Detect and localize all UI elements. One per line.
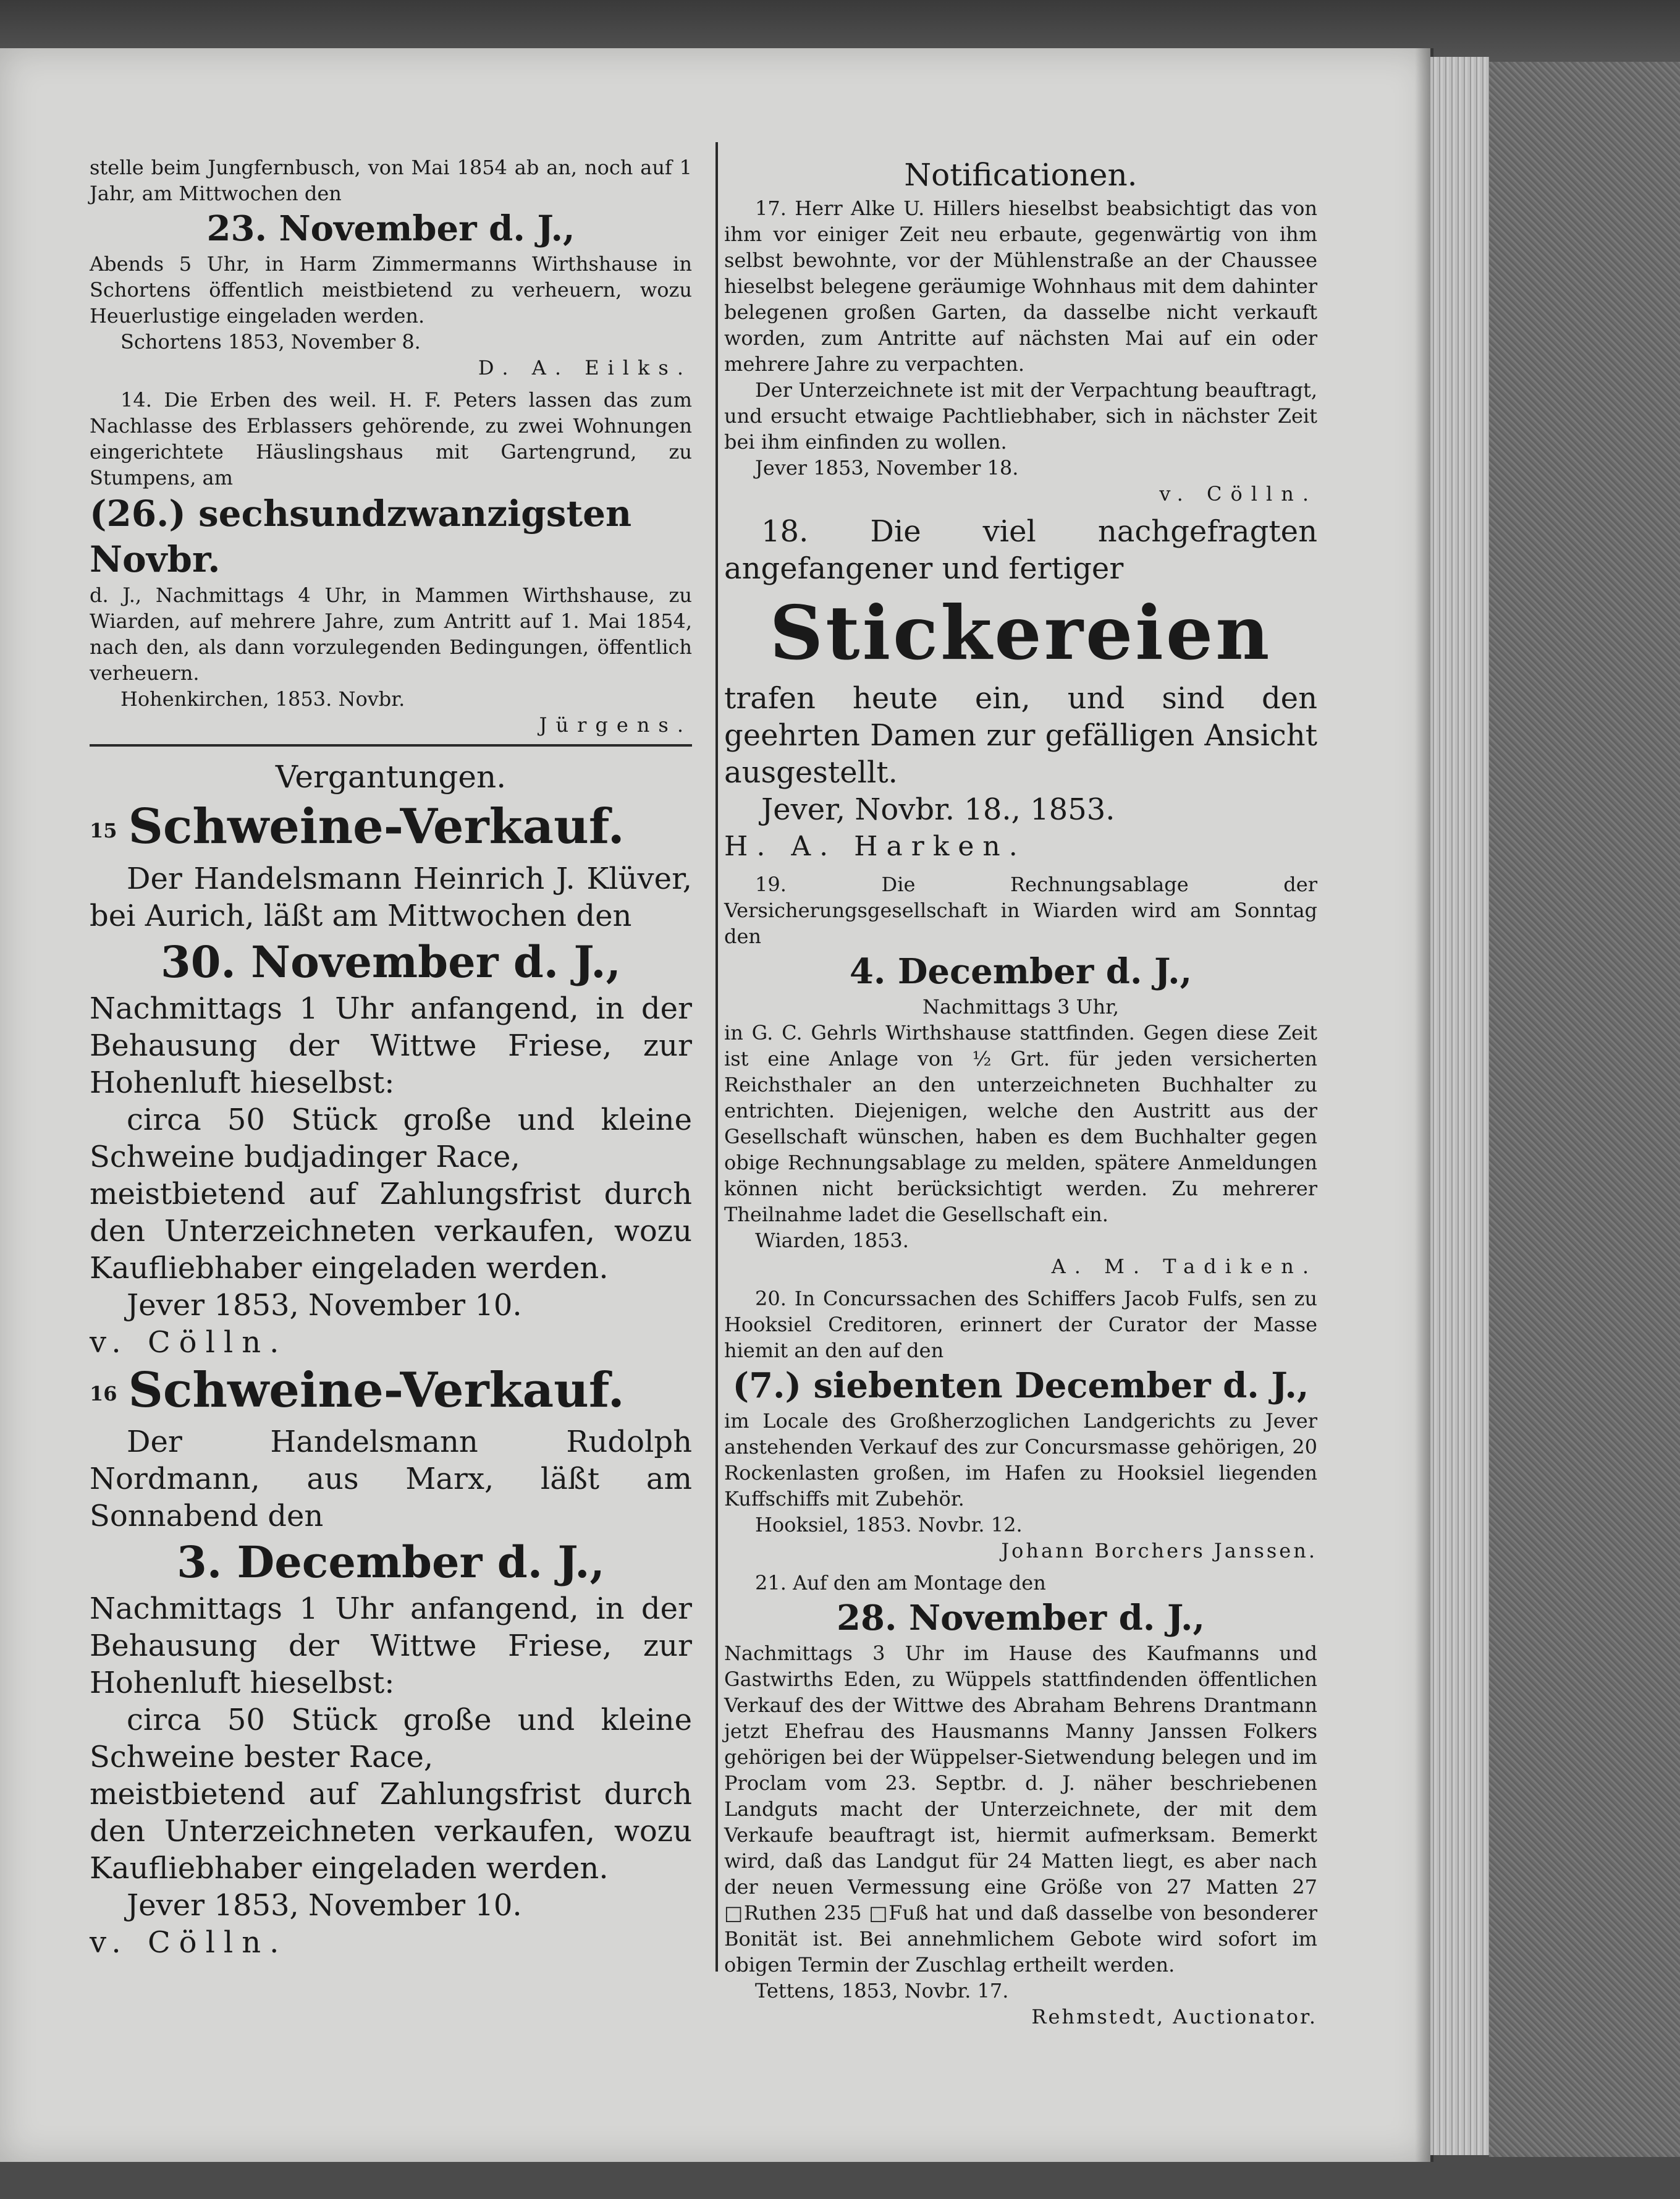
- notice-18-signature: H. A. Harken.: [724, 831, 1026, 862]
- notice-20-text: 20. In Concurssachen des Schiffers Jacob Fulfs, sen zu Hooksiel Creditoren, erinnert der Curator der Masse hiemit an den auf den: [724, 1287, 1317, 1362]
- notice-14-body: d. J., Nachmittags 4 Uhr, in Mammen Wirthshause, zu Wiarden, auf mehrere Jahre, zum Antritt auf 1. Mai 1854, nach den, als dann vorzulegenden Bedingungen, öffentlich verheuern.: [90, 583, 692, 685]
- notice-17-place: Jever 1853, November 18.: [755, 456, 1019, 480]
- notice-21-text: 21. Auf den am Montage den: [755, 1571, 1046, 1595]
- notice-15-date: 30. November d. J.,: [161, 936, 621, 988]
- notice-16-place: Jever 1853, November 10.: [127, 1888, 522, 1923]
- notice-19-body: in G. C. Gehrls Wirthshause stattfinden. Gegen diese Zeit ist eine Anlage von ½ Grt. für jeden versicherten Reichsthaler an den unterzeichneten Buchhalter zu entrichten. Diejenigen, welche den Austritt aus der Gesellschaft wünschen, haben es dem Buchhalter gegen obige Rechnungsablage zu melden, spätere Anmeldungen können nicht berücksichtigt werden. Zu mehrerer Theilnahme ladet die Gesellschaft ein.: [724, 1021, 1317, 1226]
- right-column: [724, 155, 1317, 2030]
- notice-19-text: 19. Die Rechnungsablage der Versicherungsgesellschaft in Wiarden wird am Sonntag den: [724, 873, 1317, 948]
- notice-16-number: 16: [90, 1382, 117, 1405]
- notice-19-place: Wiarden, 1853.: [755, 1229, 909, 1252]
- notice-15-body-1: Nachmittags 1 Uhr anfangend, in der Behausung der Wittwe Friese, zur Hohenluft hieselbst:: [90, 991, 692, 1100]
- notice-19-time: Nachmittags 3 Uhr,: [922, 995, 1120, 1019]
- notice-19-date: 4. December d. J.,: [849, 951, 1192, 992]
- notice-15-number: 15: [90, 818, 117, 842]
- notice-17-signature: v. Cölln.: [1159, 482, 1317, 506]
- notice-18-text: 18. Die viel nachgefragten angefangener und fertiger: [724, 514, 1317, 586]
- notice-15-title-text: Schweine-Verkauf.: [128, 799, 625, 855]
- notice-17-text: 17. Herr Alke U. Hillers hieselbst beabsichtigt das von ihm vor einiger Zeit neu erbaute, gegenwärtig von ihm selbst bewohnte, vor der Mühlenstraße an der Chaussee hieselbst belegene geräumige Wohnhaus mit dem dahinter belegenen großen Garten, da dasselbe nicht verkauft worden, zum Antritte auf nächsten Mai auf ein oder mehrere Jahre zu verpachten.: [724, 197, 1317, 376]
- notice-21-signature: Rehmstedt, Auctionator.: [1031, 2005, 1317, 2028]
- notice-14-signature: Jürgens.: [539, 713, 692, 737]
- notice-13-place: Schortens 1853, November 8.: [120, 330, 421, 354]
- notice-13-signature: D. A. Eilks.: [478, 356, 692, 379]
- notice-21-body: Nachmittags 3 Uhr im Hause des Kaufmanns und Gastwirths Eden, zu Wüppels stattfindenden öffentlichen Verkauf des der Wittwe des Abraham Behrens Drantmann jetzt Ehefrau des Hausmanns Manny Janssen Folkers gehörigen bei der Wüppelser-Sietwendung belegen und im Proclam vom 23. Septbr. d. J. näher beschriebenen Landguts macht der Unterzeichnete, der mit dem Verkaufe beauftragt ist, hiermit aufmerksam. Bemerkt wird, daß das Landgut für 24 Matten liegt, es aber nach der neuen Vermessung eine Größe von 27 Matten 27 □Ruthen 235 □Fuß hat und daß dasselbe von besonderer Bonität ist. Bei annehmlichem Gebote wird sofort im obigen Termin der Zuschlag ertheilt werden.: [724, 1642, 1317, 1977]
- notice-16-body-3: meistbietend auf Zahlungsfrist durch den Unterzeichneten verkaufen, wozu Kaufliebhaber eingeladen werden.: [90, 1777, 692, 1886]
- notice-15-body-2: circa 50 Stück große und kleine Schweine budjadinger Race,: [90, 1102, 692, 1174]
- book-page-edges: [1430, 57, 1489, 2155]
- notice-15-signature: v. Cölln.: [90, 1324, 288, 1360]
- notice-13-body: Abends 5 Uhr, in Harm Zimmermanns Wirthshause in Schortens öffentlich meistbietend zu verheuern, wozu Heuerlustige eingeladen werden.: [90, 252, 692, 328]
- notice-20-body: im Locale des Großherzoglichen Landgerichts zu Jever anstehenden Verkauf des zur Concursmasse gehörigen, 20 Rockenlasten großen, im Hafen zu Hooksiel liegenden Kuffschiffs mit Zubehör.: [724, 1409, 1317, 1510]
- section-title-notificationen: Notificationen.: [904, 157, 1138, 193]
- notice-18-body: trafen heute ein, und sind den geehrten Damen zur gefälligen Ansicht ausgestellt.: [724, 681, 1317, 790]
- notice-14-date: (26.) sechsundzwanzigsten Novbr.: [90, 493, 632, 580]
- notice-20-date: (7.) siebenten December d. J.,: [732, 1365, 1309, 1406]
- notice-16-text: Der Handelsmann Rudolph Nordmann, aus Marx, läßt am Sonnabend den: [90, 1425, 692, 1533]
- section-title-vergantungen: Vergantungen.: [275, 759, 507, 795]
- notice-15-title: [90, 797, 692, 860]
- left-column: [90, 155, 692, 1961]
- notice-18-title: Stickereien: [769, 590, 1272, 677]
- notice-16-body-1: Nachmittags 1 Uhr anfangend, in der Behausung der Wittwe Friese, zur Hohenluft hieselbst:: [90, 1591, 692, 1700]
- notice-16-body-2: circa 50 Stück große und kleine Schweine bester Race,: [90, 1703, 692, 1774]
- notice-19-signature: A. M. Tadiken.: [1051, 1255, 1317, 1278]
- notice-13-text: stelle beim Jungfernbusch, von Mai 1854 ab an, noch auf 1 Jahr, am Mittwochen den: [90, 156, 692, 205]
- notice-21-date: 28. November d. J.,: [837, 1598, 1205, 1638]
- notice-16-title-text: Schweine-Verkauf.: [128, 1362, 625, 1418]
- book-cover-edge: [1489, 62, 1680, 2157]
- notice-16-signature: v. Cölln.: [90, 1925, 288, 1960]
- notice-21-place: Tettens, 1853, Novbr. 17.: [755, 1979, 1009, 2002]
- notice-14-text: 14. Die Erben des weil. H. F. Peters lassen das zum Nachlasse des Erblassers gehörende, zu zwei Wohnungen eingerichtete Häuslingshaus mit Gartengrund, zu Stumpens, am: [90, 388, 692, 489]
- notice-17-text-2: Der Unterzeichnete ist mit der Verpachtung beauftragt, und ersucht etwaige Pachtliebhaber, sich in nächster Zeit bei ihm einfinden zu wollen.: [724, 378, 1317, 454]
- notice-16-date: 3. December d. J.,: [177, 1536, 605, 1588]
- column-divider: [715, 142, 718, 1972]
- notice-15-body-3: meistbietend auf Zahlungsfrist durch den Unterzeichneten verkaufen, wozu Kaufliebhaber eingeladen werden.: [90, 1176, 692, 1286]
- notice-18-place: Jever, Novbr. 18., 1853.: [761, 792, 1115, 827]
- notice-14-place: Hohenkirchen, 1853. Novbr.: [120, 687, 405, 711]
- notice-13-date: 23. November d. J.,: [206, 208, 575, 249]
- notice-15-place: Jever 1853, November 10.: [127, 1287, 522, 1323]
- notice-20-place: Hooksiel, 1853. Novbr. 12.: [755, 1513, 1023, 1536]
- notice-20-signature: Johann Borchers Janssen.: [1001, 1539, 1317, 1562]
- notice-16-title: [90, 1361, 692, 1424]
- section-rule: [90, 744, 692, 747]
- notice-15-text: Der Handelsmann Heinrich J. Klüver, bei Aurich, läßt am Mittwochen den: [90, 861, 692, 933]
